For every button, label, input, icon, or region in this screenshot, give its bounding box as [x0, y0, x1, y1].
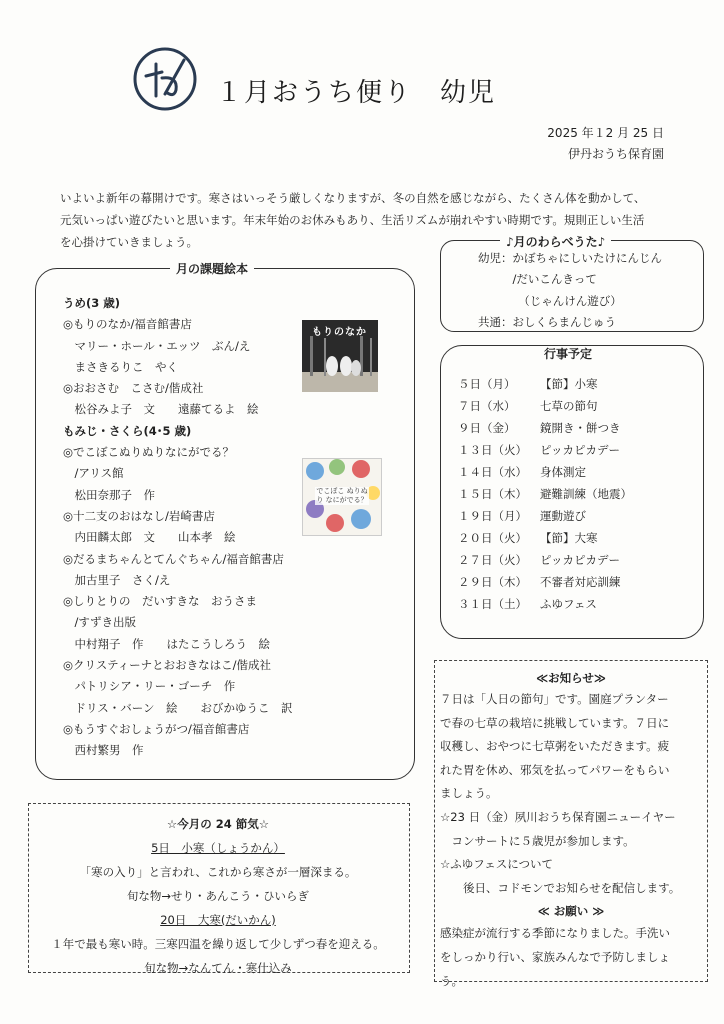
issue-date: 2025 年１2 月 25 日 — [547, 126, 664, 140]
warabe-lines — [478, 250, 662, 335]
event-name: 【節】大寒 — [540, 531, 598, 545]
event-name: ふゆフェス — [540, 597, 597, 611]
warabe-line: （じゃんけん遊び） — [478, 293, 622, 308]
request-lines — [440, 922, 702, 993]
notice-title-wrap — [440, 668, 702, 688]
sekki-line: 「寒の入り」と言われ、これから寒さが一層深まる。 — [79, 865, 357, 879]
request-line: う。 — [440, 973, 463, 988]
event-row — [458, 574, 698, 596]
book-line: 西村繁男 作 — [63, 743, 144, 758]
request-title-wrap — [440, 900, 702, 922]
event-date: １９日（月） — [458, 509, 527, 523]
book-line: 中村翔子 作 はたこうしろう 絵 — [63, 636, 270, 651]
event-name: 身体測定 — [540, 465, 586, 479]
sekki-title: ☆今月の 24 節気☆ — [166, 817, 270, 831]
sekki-line: 旬な物→なんてん・寒仕込み — [144, 961, 292, 975]
warabe-line: 幼児：かぼちゃにしいたけにんじん — [478, 251, 662, 265]
event-row — [458, 530, 698, 552]
page-title: １月おうち便り 幼児 — [216, 78, 497, 108]
event-name: 不審者対応訓練 — [540, 575, 621, 589]
book-line: まさきるりこ やく — [63, 359, 178, 374]
notice-lines — [440, 688, 702, 900]
event-row — [458, 464, 698, 486]
nursery-logo — [132, 46, 198, 112]
event-name: ピッカピカデー — [540, 553, 621, 567]
event-date: ９日（金） — [458, 421, 516, 435]
event-name: 鏡開き・餅つき — [540, 421, 621, 435]
notice-line: 収穫し、おやつに七草粥をいただきます。疲 — [440, 739, 670, 754]
book-cover-title: でこぼこ ぬりぬり なにがでる？ — [316, 487, 368, 504]
event-date: ７日（水） — [458, 399, 516, 413]
notice-line: で春の七草の栽培に挑戦しています。７日に — [440, 715, 670, 730]
events-list — [458, 376, 698, 618]
notice-line: 後日、コドモンでお知らせを配信します。 — [440, 880, 681, 895]
event-row — [458, 398, 698, 420]
event-date: １５日（木） — [458, 487, 527, 501]
book-line: ドリス・バーン 絵 おびかゆうこ 訳 — [63, 700, 293, 715]
warabe-line: 共通：おしくらまんじゅう — [478, 314, 616, 329]
notice-line: ７日は「人日の節句」です。園庭プランター — [440, 692, 669, 706]
event-date: ２７日（火） — [458, 553, 527, 567]
book-line: 松谷みよ子 文 遠藤てるよ 絵 — [63, 402, 259, 417]
sekki-heading-shokan: 5日 小寒（しょうかん） — [151, 841, 285, 855]
event-date: ３１日（土） — [458, 597, 527, 611]
book-group-heading: もみじ・さくら(4･5 歳) — [63, 423, 192, 438]
notice-line: ☆23 日（金）夙川おうち保育園ニューイヤー — [440, 809, 676, 824]
event-row — [458, 486, 698, 508]
notice-title: ≪お知らせ≫ — [536, 671, 606, 685]
book-line: ◎おおさむ こさむ/偕成社 — [63, 381, 204, 396]
books-box-title: 月の課題絵本 — [170, 260, 254, 277]
sekki-content — [30, 812, 406, 980]
event-date: ２９日（木） — [458, 575, 527, 589]
book-line: ◎もりのなか/福音館書店 — [63, 317, 192, 332]
book-line: ◎クリスティーナとおおきなはこ/偕成社 — [63, 658, 272, 673]
book-line: 松田奈那子 作 — [63, 487, 155, 502]
intro-line: を心掛けていきましょう。 — [60, 235, 198, 249]
event-row — [458, 552, 698, 574]
book-line: ◎だるまちゃんとてんぐちゃん/福音館書店 — [63, 551, 284, 566]
event-name: 【節】小寒 — [540, 377, 598, 391]
intro-line: 元気いっぱい遊びたいと思います。年末年始のお休みもあり、生活リズムが崩れやすい時期です。規則正しい生活 — [60, 213, 645, 227]
event-row — [458, 376, 698, 398]
book-line: /すずき出版 — [63, 615, 136, 630]
event-name: 避難訓練（地震） — [540, 487, 632, 501]
notice-content — [440, 668, 702, 993]
event-name: 運動遊び — [540, 509, 586, 523]
book-line: ◎十二支のおはなし/岩崎書店 — [63, 508, 215, 523]
event-date: １４日（水） — [458, 465, 527, 479]
sekki-line: １年で最も寒い時。三寒四温を繰り返して少しずつ春を迎える。 — [51, 937, 385, 951]
notice-line: コンサートに５歳児が参加します。 — [440, 833, 635, 848]
event-name: ピッカピカデー — [540, 443, 621, 457]
book-line: パトリシア・リー・ゴーチ 作 — [63, 679, 236, 694]
request-title: ≪ お願い ≫ — [537, 904, 605, 919]
event-date: １３日（火） — [458, 443, 527, 457]
book-cover-dekoboko — [302, 458, 382, 536]
events-box-title: 行事予定 — [544, 347, 593, 361]
event-row — [458, 508, 698, 530]
book-line: 加古里子 さく/え — [63, 572, 171, 587]
notice-line: ☆ふゆフェスについて — [440, 857, 554, 872]
warabe-line: /だいこんきって — [478, 272, 597, 287]
intro-line: いよいよ新年の幕開けです。寒さはいっそう厳しくなりますが、冬の自然を感じながら、たくさん体を動かして、 — [60, 191, 646, 205]
event-name: 七草の節句 — [540, 399, 598, 413]
event-row — [458, 442, 698, 464]
sekki-line: 旬な物→せり・あんこう・ひいらぎ — [126, 889, 310, 903]
book-cover-title: もりのなか — [312, 327, 367, 338]
book-line: 内田麟太郎 文 山本孝 絵 — [63, 530, 236, 545]
event-row — [458, 420, 698, 442]
book-line: /アリス館 — [63, 466, 124, 481]
notice-line: ましょう。 — [440, 786, 498, 801]
book-cover-morinonaka — [302, 320, 378, 392]
request-line: をしっかり行い、家族みんなで予防しましょ — [440, 949, 670, 964]
organization-name: 伊丹おうち保育園 — [567, 147, 664, 161]
sekki-heading-daikan: 20日 大寒(だいかん) — [160, 913, 276, 927]
event-date: ２０日（火） — [458, 531, 527, 545]
request-line: 感染症が流行する季節になりました。手洗い — [440, 926, 670, 941]
book-group-heading: うめ(3 歳) — [63, 296, 121, 310]
book-line: ◎でこぼこぬりぬりなにがでる？ — [63, 445, 235, 460]
warabe-box-title: ♪月のわらべうた♪ — [500, 233, 611, 250]
book-line: マリー・ホール・エッツ ぶん/え — [63, 338, 251, 353]
notice-line: れた胃を休め、邪気を払ってパワーをもらい — [440, 762, 670, 777]
book-line: ◎しりとりの だいすきな おうさま — [63, 594, 258, 609]
event-row — [458, 596, 698, 618]
event-date: ５日（月） — [458, 377, 516, 391]
book-line: ◎もうすぐおしょうがつ/福音館書店 — [63, 721, 250, 736]
